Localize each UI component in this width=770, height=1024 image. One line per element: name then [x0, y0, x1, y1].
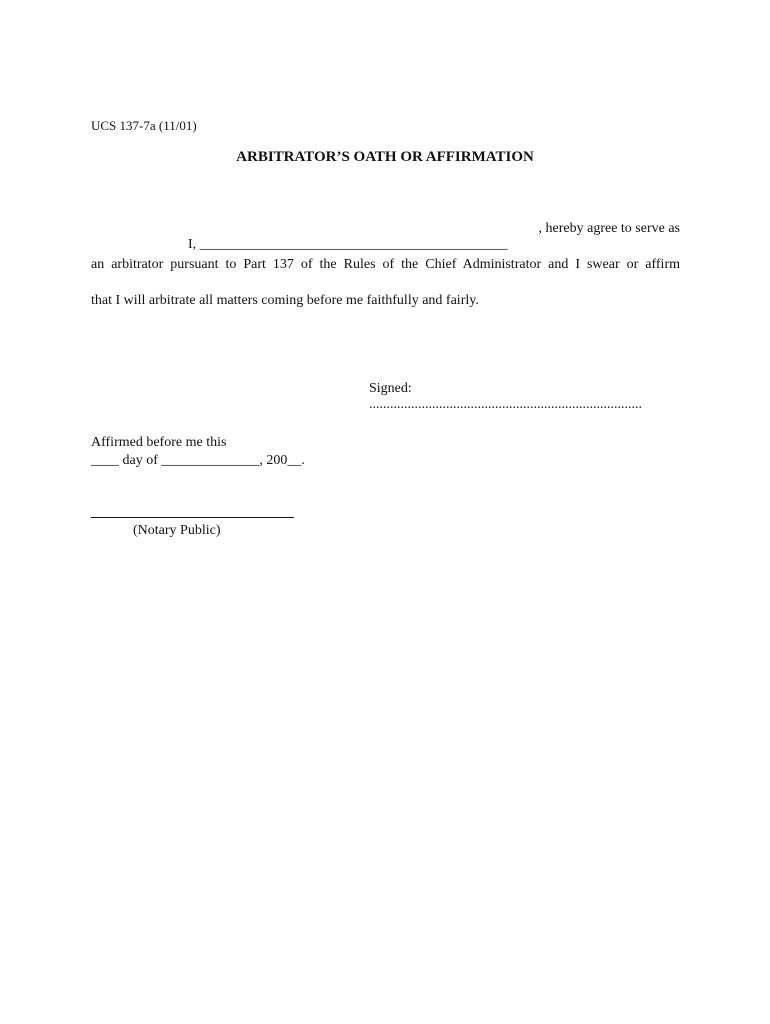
notary-signature-line[interactable]	[91, 517, 294, 518]
signed-label: Signed:	[369, 381, 412, 396]
oath-line-2: an arbitrator pursuant to Part 137 of the Rules of the Chief Administrator and I swear or affirm	[91, 257, 680, 272]
notary-public-label: (Notary Public)	[133, 523, 221, 538]
oath-line-3: that I will arbitrate all matters coming before me faithfully and fairly.	[91, 293, 479, 308]
affirmed-date-fields[interactable]: ____ day of ______________, 200__.	[91, 453, 305, 468]
affirmed-line-1: Affirmed before me this	[91, 435, 227, 450]
signature-block	[362, 365, 642, 413]
form-code: UCS 137-7a (11/01)	[91, 118, 197, 133]
oath-line-1-end: , hereby agree to serve as	[538, 221, 680, 236]
oath-name-blank[interactable]: I, ____________________________________________	[188, 237, 508, 252]
document-title: ARBITRATOR’S OATH OR AFFIRMATION	[236, 149, 534, 165]
oath-line-1	[181, 221, 680, 253]
signature-field[interactable]: ..............................................................................	[369, 397, 642, 412]
